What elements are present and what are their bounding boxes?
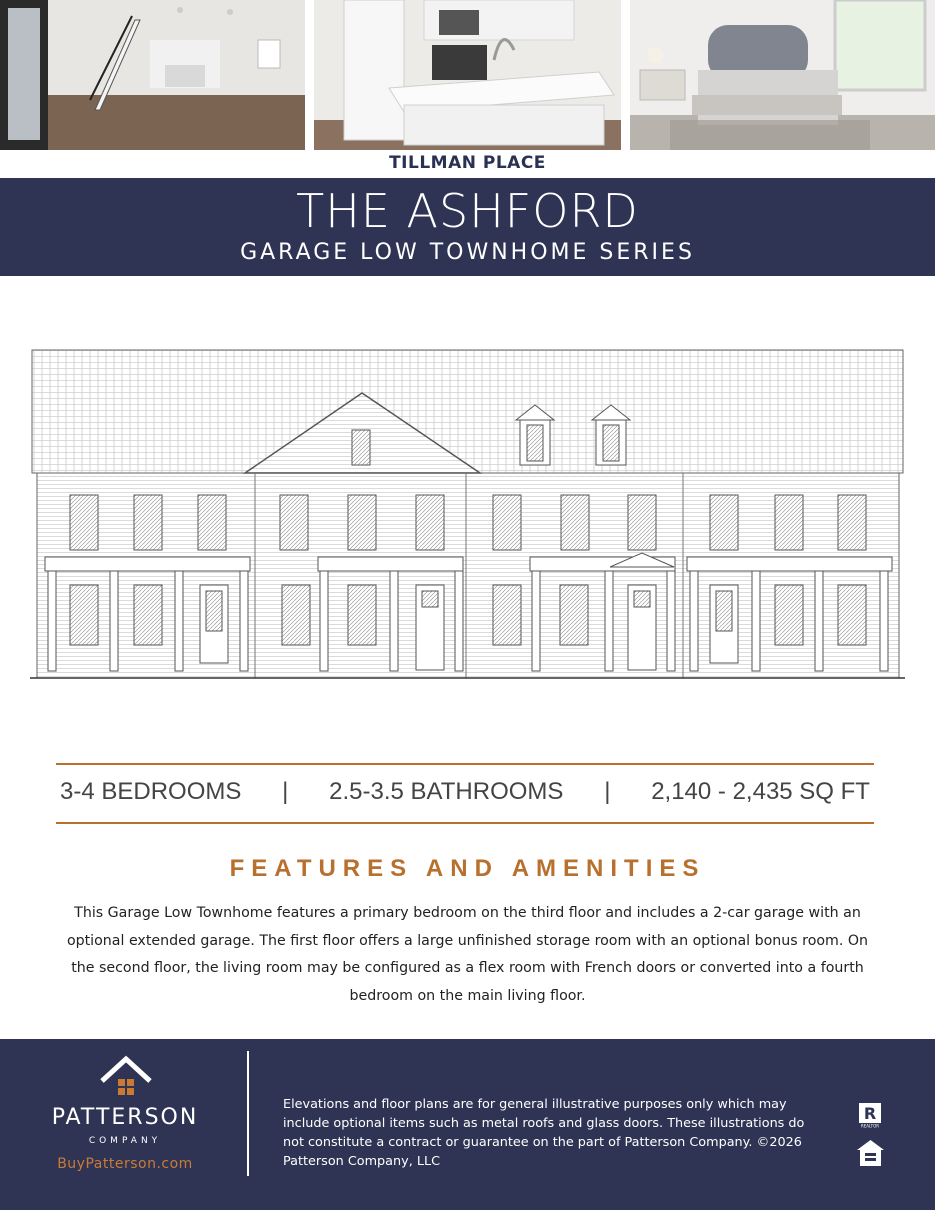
equal-housing-icon	[856, 1139, 885, 1169]
elevation-drawing	[30, 345, 905, 685]
realtor-icon	[858, 1102, 882, 1128]
plan-series: GARAGE LOW TOWNHOME SERIES	[240, 240, 695, 265]
specs-rule-top	[56, 763, 874, 765]
community-name: TILLMAN PLACE	[389, 153, 546, 173]
disclaimer-text: Elevations and floor plans are for general illustrative purposes only which may include optional items such as metal roofs and glass doors. These illustrations do not constitute a contract or guarantee on the part of Patterson Company. ©2026 Patterson Company, LLC	[283, 1097, 805, 1169]
spec-sqft: 2,140 - 2,435 SQ FT	[651, 778, 870, 805]
house-logo-icon	[98, 1055, 154, 1099]
brand-name: PATTERSON	[51, 1105, 199, 1130]
title-band	[0, 178, 935, 276]
brand-subtitle: COMPANY	[88, 1136, 162, 1146]
spec-separator: |	[282, 778, 289, 805]
photo-bedroom	[630, 0, 935, 150]
plan-name: THE ASHFORD	[296, 184, 639, 238]
features-title: FEATURES AND AMENITIES	[229, 855, 706, 882]
spec-bathrooms: 2.5-3.5 BATHROOMS	[329, 778, 564, 805]
footer-divider	[247, 1051, 249, 1176]
photo-living-room	[0, 0, 305, 150]
spec-bedrooms: 3-4 BEDROOMS	[60, 778, 242, 805]
svg-text:REALTOR: REALTOR	[860, 1123, 880, 1128]
specs-row	[56, 778, 874, 806]
spec-separator: |	[604, 778, 611, 805]
features-body: This Garage Low Townhome features a primary bedroom on the third floor and includes a 2-car garage with an optional extended garage. The first floor offers a large unfinished storage room with an optional bonus room. On the second floor, the living room may be configured as a flex room with French doors or converted into a fourth bedroom on the main living floor.	[66, 905, 869, 1004]
footer	[0, 1039, 935, 1210]
photo-kitchen	[314, 0, 621, 150]
svg-text:R: R	[863, 1104, 877, 1123]
brand-url-link[interactable]: BuyPatterson.com	[57, 1156, 193, 1172]
specs-rule-bottom	[56, 822, 874, 824]
